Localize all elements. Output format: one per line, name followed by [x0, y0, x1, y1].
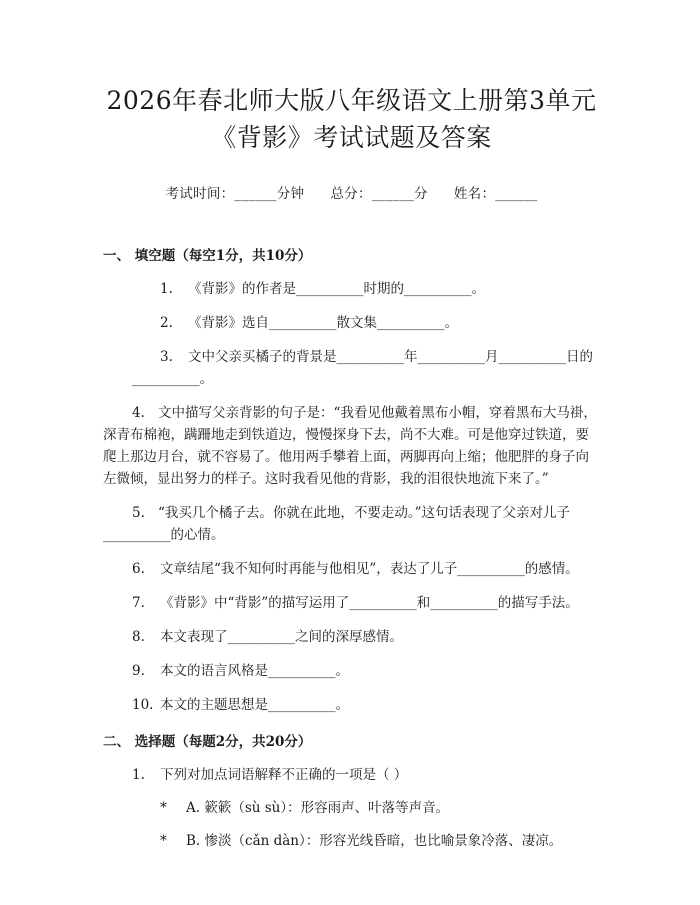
option-b: * B. 惨淡（cǎn dàn）：形容光线昏暗，也比喻景象冷落、凄凉。 [103, 830, 600, 852]
bullet-icon: * [160, 833, 167, 849]
title-line-1: 2026年春北师大版八年级语文上册第3单元 [106, 86, 597, 115]
bullet-icon: * [160, 800, 167, 816]
exam-info [103, 182, 600, 202]
section-heading-fill-blank: 一、 填空题（每空1分，共10分） [103, 248, 312, 264]
question-1-2: 2. 《背影》选自__________散文集__________。 [160, 315, 458, 331]
section-heading-multiple-choice: 二、 选择题（每题2分，共20分） [103, 734, 312, 750]
exam-time: 考试时间：______分钟 [165, 186, 305, 202]
question-2-1: 1. 下列对加点词语解释不正确的一项是（ ） [132, 767, 408, 783]
question-1-3: 3. 文中父亲买橘子的背景是__________年__________月__________日的__________。 [132, 349, 593, 387]
question-1-1: 1. 《背影》的作者是__________时期的__________。 [160, 281, 485, 297]
question-1-4: 4. 文中描写父亲背影的句子是：“我看见他戴着黑布小帽，穿着黑布大马褂，深青布棉袍，蹒跚地走到铁道边，慢慢探身下去，尚不大难。可是他穿过铁道，要爬上那边月台，就不容易了。他用两手攀着上面，两脚再向上缩；他肥胖的身子向左微倾，显出努力的样子。这时我看见他的背影，我的泪很快地流下来了。” [103, 405, 597, 487]
title-line-2: 《背影》考试试题及答案 [211, 123, 492, 152]
question-1-7: 7. 《背影》中“背影”的描写运用了__________和__________的描写手法。 [132, 595, 579, 611]
document-title [103, 0, 600, 156]
question-1-9: 9. 本文的语言风格是__________。 [132, 663, 349, 679]
option-a: * A. 簌簌（sù sù）：形容雨声、叶落等声音。 [103, 797, 600, 819]
question-1-6: 6. 文章结尾“我不知何时再能与他相见”，表达了儿子__________的感情。 [132, 561, 579, 577]
question-1-10: 10. 本文的主题思想是__________。 [132, 697, 349, 713]
question-1-5: 5. “我买几个橘子去。你就在此地，不要走动。”这句话表现了父亲对儿子__________的心情。 [103, 505, 571, 543]
question-1-8: 8. 本文表现了__________之间的深厚感情。 [132, 629, 403, 645]
student-name: 姓名：______ [453, 186, 538, 202]
exam-total-score: 总分：______分 [330, 186, 428, 202]
